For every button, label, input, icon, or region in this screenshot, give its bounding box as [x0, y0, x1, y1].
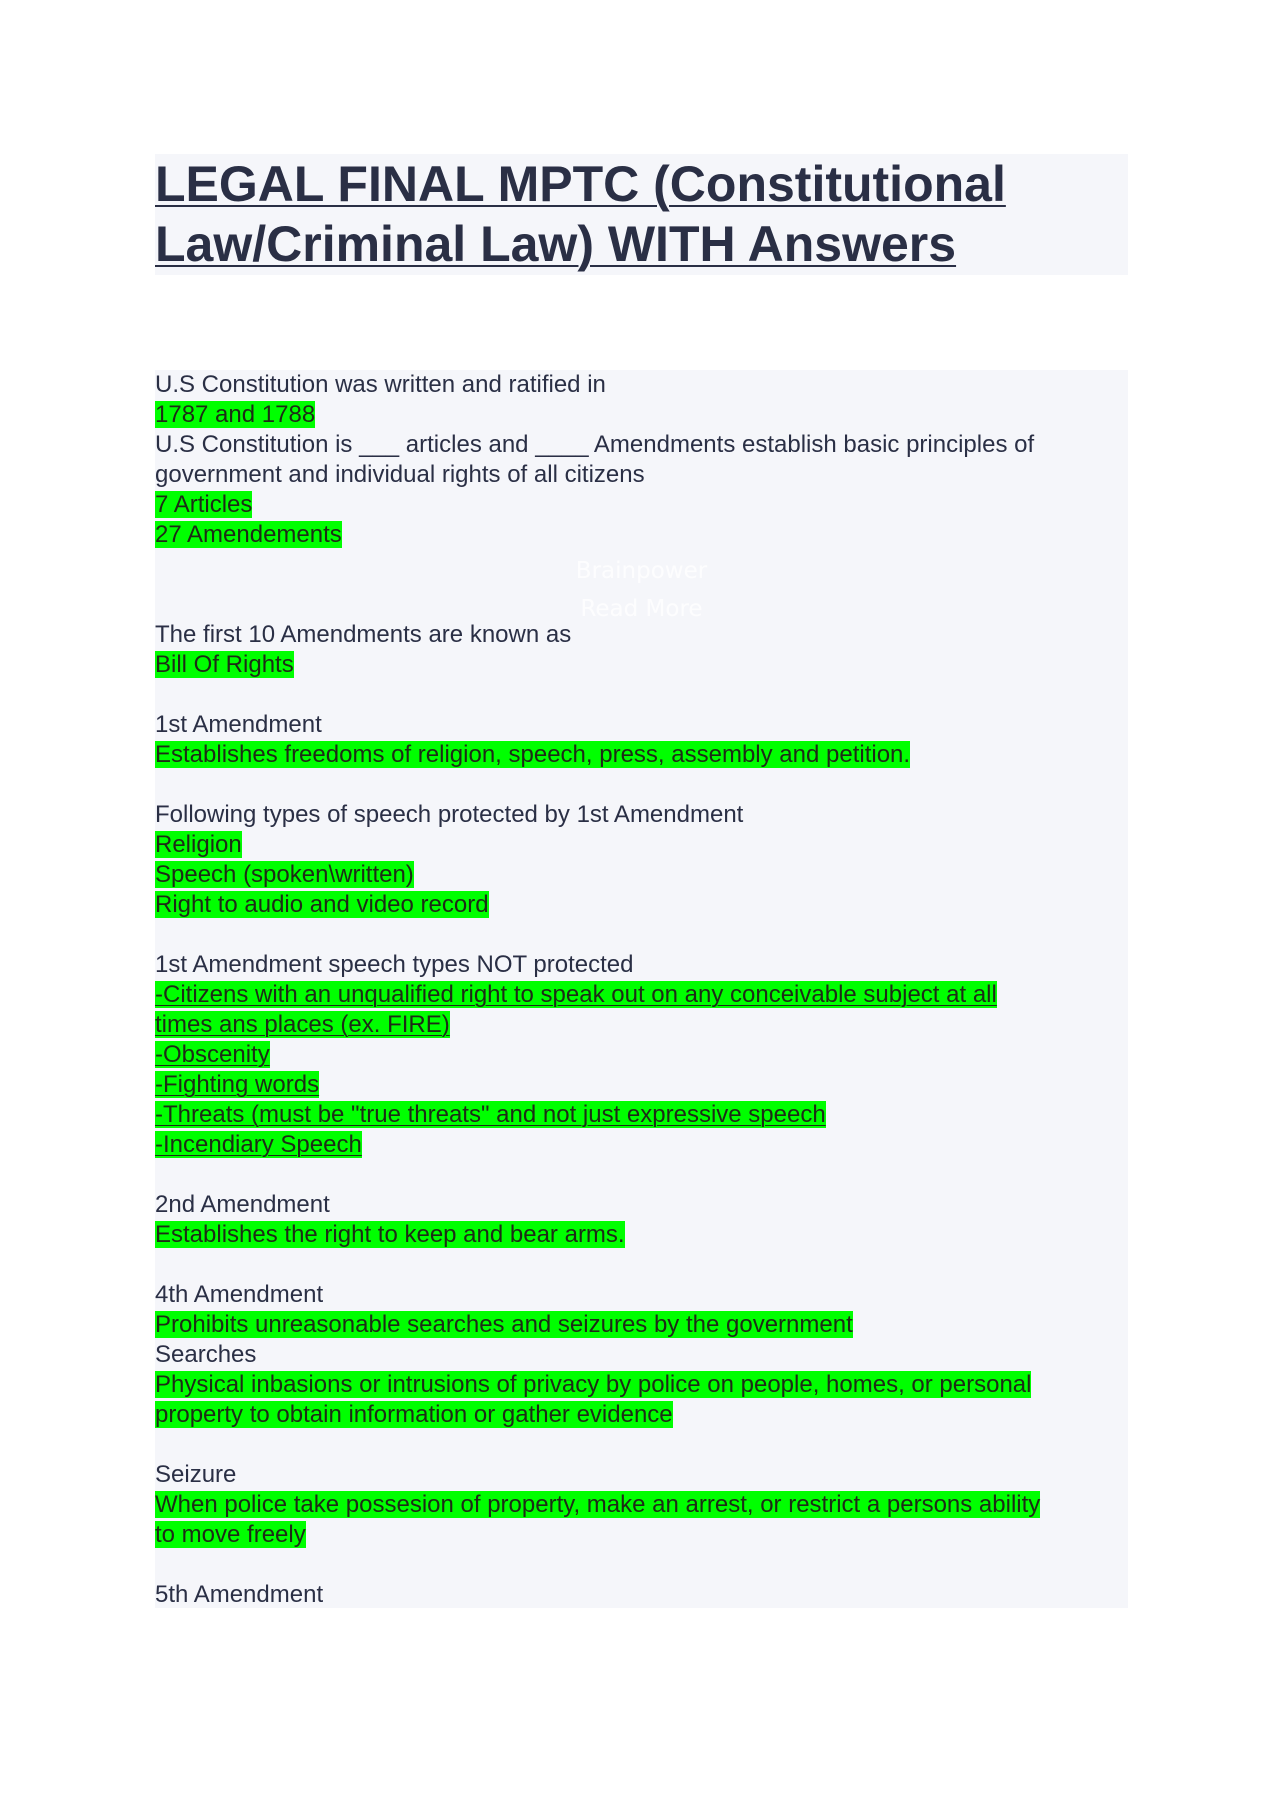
- answer-searches-line-1: Physical inbasions or intrusions of privacy by police on people, homes, or personal: [155, 1371, 1032, 1398]
- question-unprotected-speech: 1st Amendment speech types NOT protected: [155, 951, 634, 978]
- answer-4th-amendment: Prohibits unreasonable searches and seizures by the government: [155, 1311, 853, 1338]
- answer-protected-speech-item: Speech (spoken\written): [155, 861, 414, 888]
- title-block: [155, 154, 1128, 275]
- question-seizure: Seizure: [155, 1461, 237, 1488]
- answer-articles: 7 Articles: [155, 491, 253, 518]
- question-searches: Searches: [155, 1341, 257, 1368]
- question-4th-amendment: 4th Amendment: [155, 1281, 324, 1308]
- answer-protected-speech-item: Religion: [155, 831, 242, 858]
- question-constitution-ratified: U.S Constitution was written and ratified in: [155, 371, 606, 398]
- answer-unprotected-speech-item: -Incendiary Speech: [155, 1131, 362, 1158]
- answer-seizure-line-1: When police take possesion of property, make an arrest, or restrict a persons ability: [155, 1491, 1041, 1518]
- question-articles-amendments-line-1: U.S Constitution is ___ articles and ____ Amendments establish basic principles of: [155, 431, 1035, 458]
- answer-unprotected-speech-item: -Citizens with an unqualified right to speak out on any conceivable subject at all: [155, 981, 997, 1008]
- answer-protected-speech-item: Right to audio and video record: [155, 891, 489, 918]
- title-line-2: Law/Criminal Law) WITH Answers: [155, 216, 957, 272]
- question-protected-speech: Following types of speech protected by 1st Amendment: [155, 801, 744, 828]
- answer-1st-amendment: Establishes freedoms of religion, speech, press, assembly and petition.: [155, 741, 911, 768]
- answer-seizure-line-2: to move freely: [155, 1521, 306, 1548]
- answer-unprotected-speech-item: -Obscenity: [155, 1041, 270, 1068]
- answer-searches-line-2: property to obtain information or gather evidence: [155, 1401, 673, 1428]
- answer-unprotected-speech-item: -Fighting words: [155, 1071, 320, 1098]
- flashcard-content: [155, 370, 1128, 1608]
- answer-unprotected-speech-item: times ans places (ex. FIRE): [155, 1011, 450, 1038]
- question-articles-amendments-line-2: government and individual rights of all citizens: [155, 461, 645, 488]
- answer-bill-of-rights: Bill Of Rights: [155, 651, 294, 678]
- answer-unprotected-speech-item: -Threats (must be "true threats" and not just expressive speech: [155, 1101, 826, 1128]
- answer-constitution-ratified: 1787 and 1788: [155, 401, 316, 428]
- question-1st-amendment: 1st Amendment: [155, 711, 322, 738]
- ad-brand: Brainpower: [575, 558, 708, 584]
- answer-2nd-amendment: Establishes the right to keep and bear arms.: [155, 1221, 625, 1248]
- answer-amendments: 27 Amendements: [155, 521, 342, 548]
- title-line-1: LEGAL FINAL MPTC (Constitutional: [155, 156, 1006, 212]
- question-5th-amendment: 5th Amendment: [155, 1581, 324, 1608]
- question-2nd-amendment: 2nd Amendment: [155, 1191, 330, 1218]
- ad-overlay[interactable]: [155, 550, 1128, 620]
- document-title: [155, 154, 1128, 274]
- question-first-ten-amendments: The first 10 Amendments are known as: [155, 621, 572, 648]
- ad-read-more-link[interactable]: Read More: [580, 596, 703, 622]
